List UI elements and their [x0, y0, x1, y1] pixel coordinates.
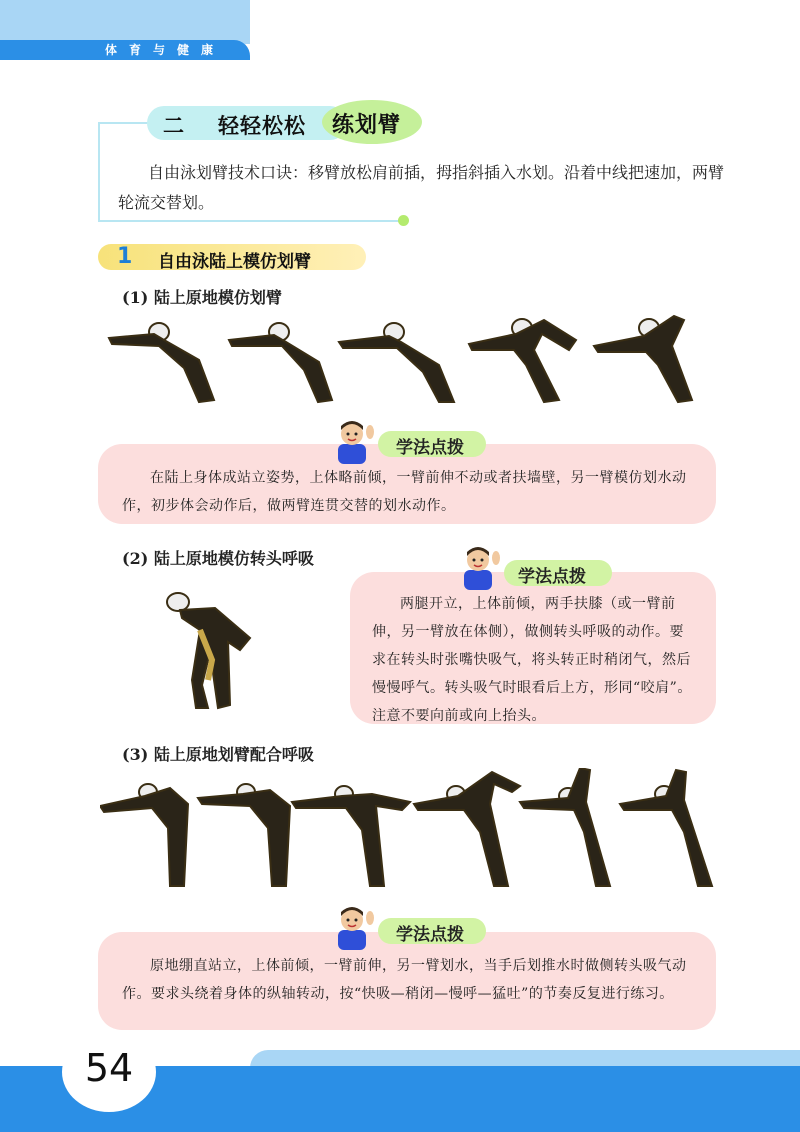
- item-heading-2: (2) 陆上原地模仿转头呼吸: [122, 549, 314, 568]
- item-heading-3: (3) 陆上原地划臂配合呼吸: [122, 745, 314, 764]
- swimmer-figure: [594, 316, 692, 402]
- section-number: 二: [163, 114, 184, 138]
- swimmer-figure: [292, 786, 410, 886]
- tip-label-3: 学法点拨: [396, 925, 464, 945]
- swimmer-figure: [339, 323, 454, 402]
- swimmer-figure: [520, 768, 610, 886]
- swimmer-figure: [198, 784, 290, 886]
- swimmer-figure: [414, 772, 520, 886]
- section-frame-left: [98, 122, 100, 222]
- kid-mascot-icon: [332, 904, 376, 950]
- section-title-part2: 练划臂: [332, 113, 402, 138]
- section-intro: 自由泳划臂技术口诀：移臂放松肩前插，拇指斜插入水划。沿着中线把速加，两臂轮流交替划。: [118, 163, 725, 212]
- tip-text-3: 原地绷直站立，上体前倾，一臂前伸，另一臂划水，当手后划推水时做侧转头吸气动作。要求头绕着身体的纵轴转动，按“快吸—稍闭—慢呼—猛吐”的节奏反复进行练习。: [122, 958, 687, 1002]
- photo-sequence-arm-stroke: [104, 310, 724, 405]
- tip-label-2: 学法点拨: [518, 567, 586, 587]
- tip-text-1: 在陆上身体成站立姿势，上体略前倾，一臂前伸不动或者扶墙壁，另一臂模仿划水动作，初步体会动作后，做两臂连贯交替的划水动作。: [122, 470, 687, 514]
- section-title-part1: 轻轻松松: [218, 114, 306, 138]
- item-heading-1: (1) 陆上原地模仿划臂: [122, 288, 282, 307]
- page-number: 54: [84, 1046, 134, 1090]
- header-light-strip: [0, 0, 250, 44]
- header-title: 体育与健康: [105, 43, 226, 57]
- swimmer-figure: [109, 323, 214, 402]
- photo-head-turn-breathing: [160, 590, 260, 715]
- tip-text-2: 两腿开立，上体前倾，两手扶膝（或一臂前伸，另一臂放在体侧），做侧转头呼吸的动作。要求在转头时张嘴快吸气，将头转正时稍闭气，然后慢慢呼气。转头吸气时眼看后上方，形同“咬肩”。注意不要向前或向上抬头。: [372, 596, 692, 724]
- swimmer-figure: [100, 784, 188, 886]
- kid-mascot-icon: [332, 418, 376, 464]
- section-frame-bottom: [98, 220, 404, 222]
- swimmer-figure: [620, 770, 712, 886]
- swimmer-figure: [229, 323, 332, 402]
- tip-label-1: 学法点拨: [396, 438, 464, 458]
- swimmer-figure: [469, 319, 576, 402]
- photo-sequence-stroke-with-breathing: [100, 768, 720, 890]
- kid-mascot-icon: [458, 544, 502, 590]
- subsection-title: 自由泳陆上模仿划臂: [158, 252, 311, 272]
- subsection-number: 1: [117, 244, 133, 269]
